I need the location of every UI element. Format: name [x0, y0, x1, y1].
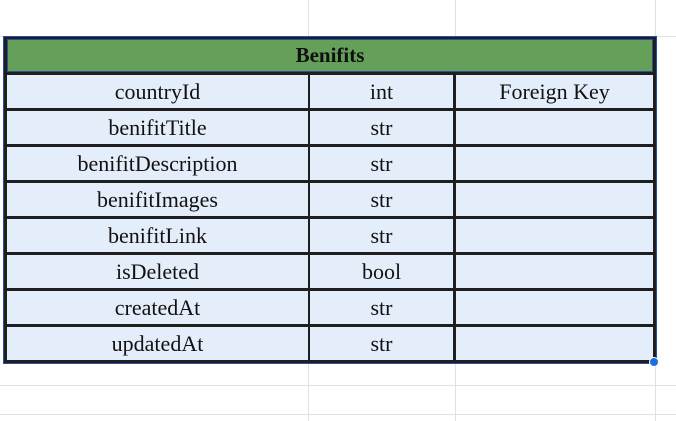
- field-type-cell[interactable]: int: [310, 75, 453, 108]
- field-note-cell[interactable]: [456, 183, 653, 216]
- field-name-cell[interactable]: countryId: [7, 75, 308, 108]
- field-note-cell[interactable]: Foreign Key: [456, 75, 653, 108]
- field-type-cell[interactable]: str: [310, 219, 453, 252]
- gridline: [0, 385, 676, 386]
- field-name-cell[interactable]: benifitTitle: [7, 111, 308, 144]
- field-name-cell[interactable]: createdAt: [7, 291, 308, 324]
- field-type-cell[interactable]: str: [310, 291, 453, 324]
- field-name-cell[interactable]: benifitDescription: [7, 147, 308, 180]
- field-note-cell[interactable]: [456, 111, 653, 144]
- field-name-cell[interactable]: benifitImages: [7, 183, 308, 216]
- field-name-cell[interactable]: benifitLink: [7, 219, 308, 252]
- field-name-cell[interactable]: updatedAt: [7, 327, 308, 360]
- gridline: [0, 414, 676, 415]
- field-note-cell[interactable]: [456, 147, 653, 180]
- selection-fill-handle[interactable]: [649, 357, 659, 367]
- table-title-cell[interactable]: Benifits: [7, 39, 653, 72]
- field-type-cell[interactable]: str: [310, 183, 453, 216]
- benefits-table: [4, 37, 656, 363]
- field-type-cell[interactable]: str: [310, 327, 453, 360]
- field-type-cell[interactable]: bool: [310, 255, 453, 288]
- field-type-cell[interactable]: str: [310, 111, 453, 144]
- field-note-cell[interactable]: [456, 327, 653, 360]
- field-note-cell[interactable]: [456, 255, 653, 288]
- field-note-cell[interactable]: [456, 291, 653, 324]
- field-note-cell[interactable]: [456, 219, 653, 252]
- field-type-cell[interactable]: str: [310, 147, 453, 180]
- field-name-cell[interactable]: isDeleted: [7, 255, 308, 288]
